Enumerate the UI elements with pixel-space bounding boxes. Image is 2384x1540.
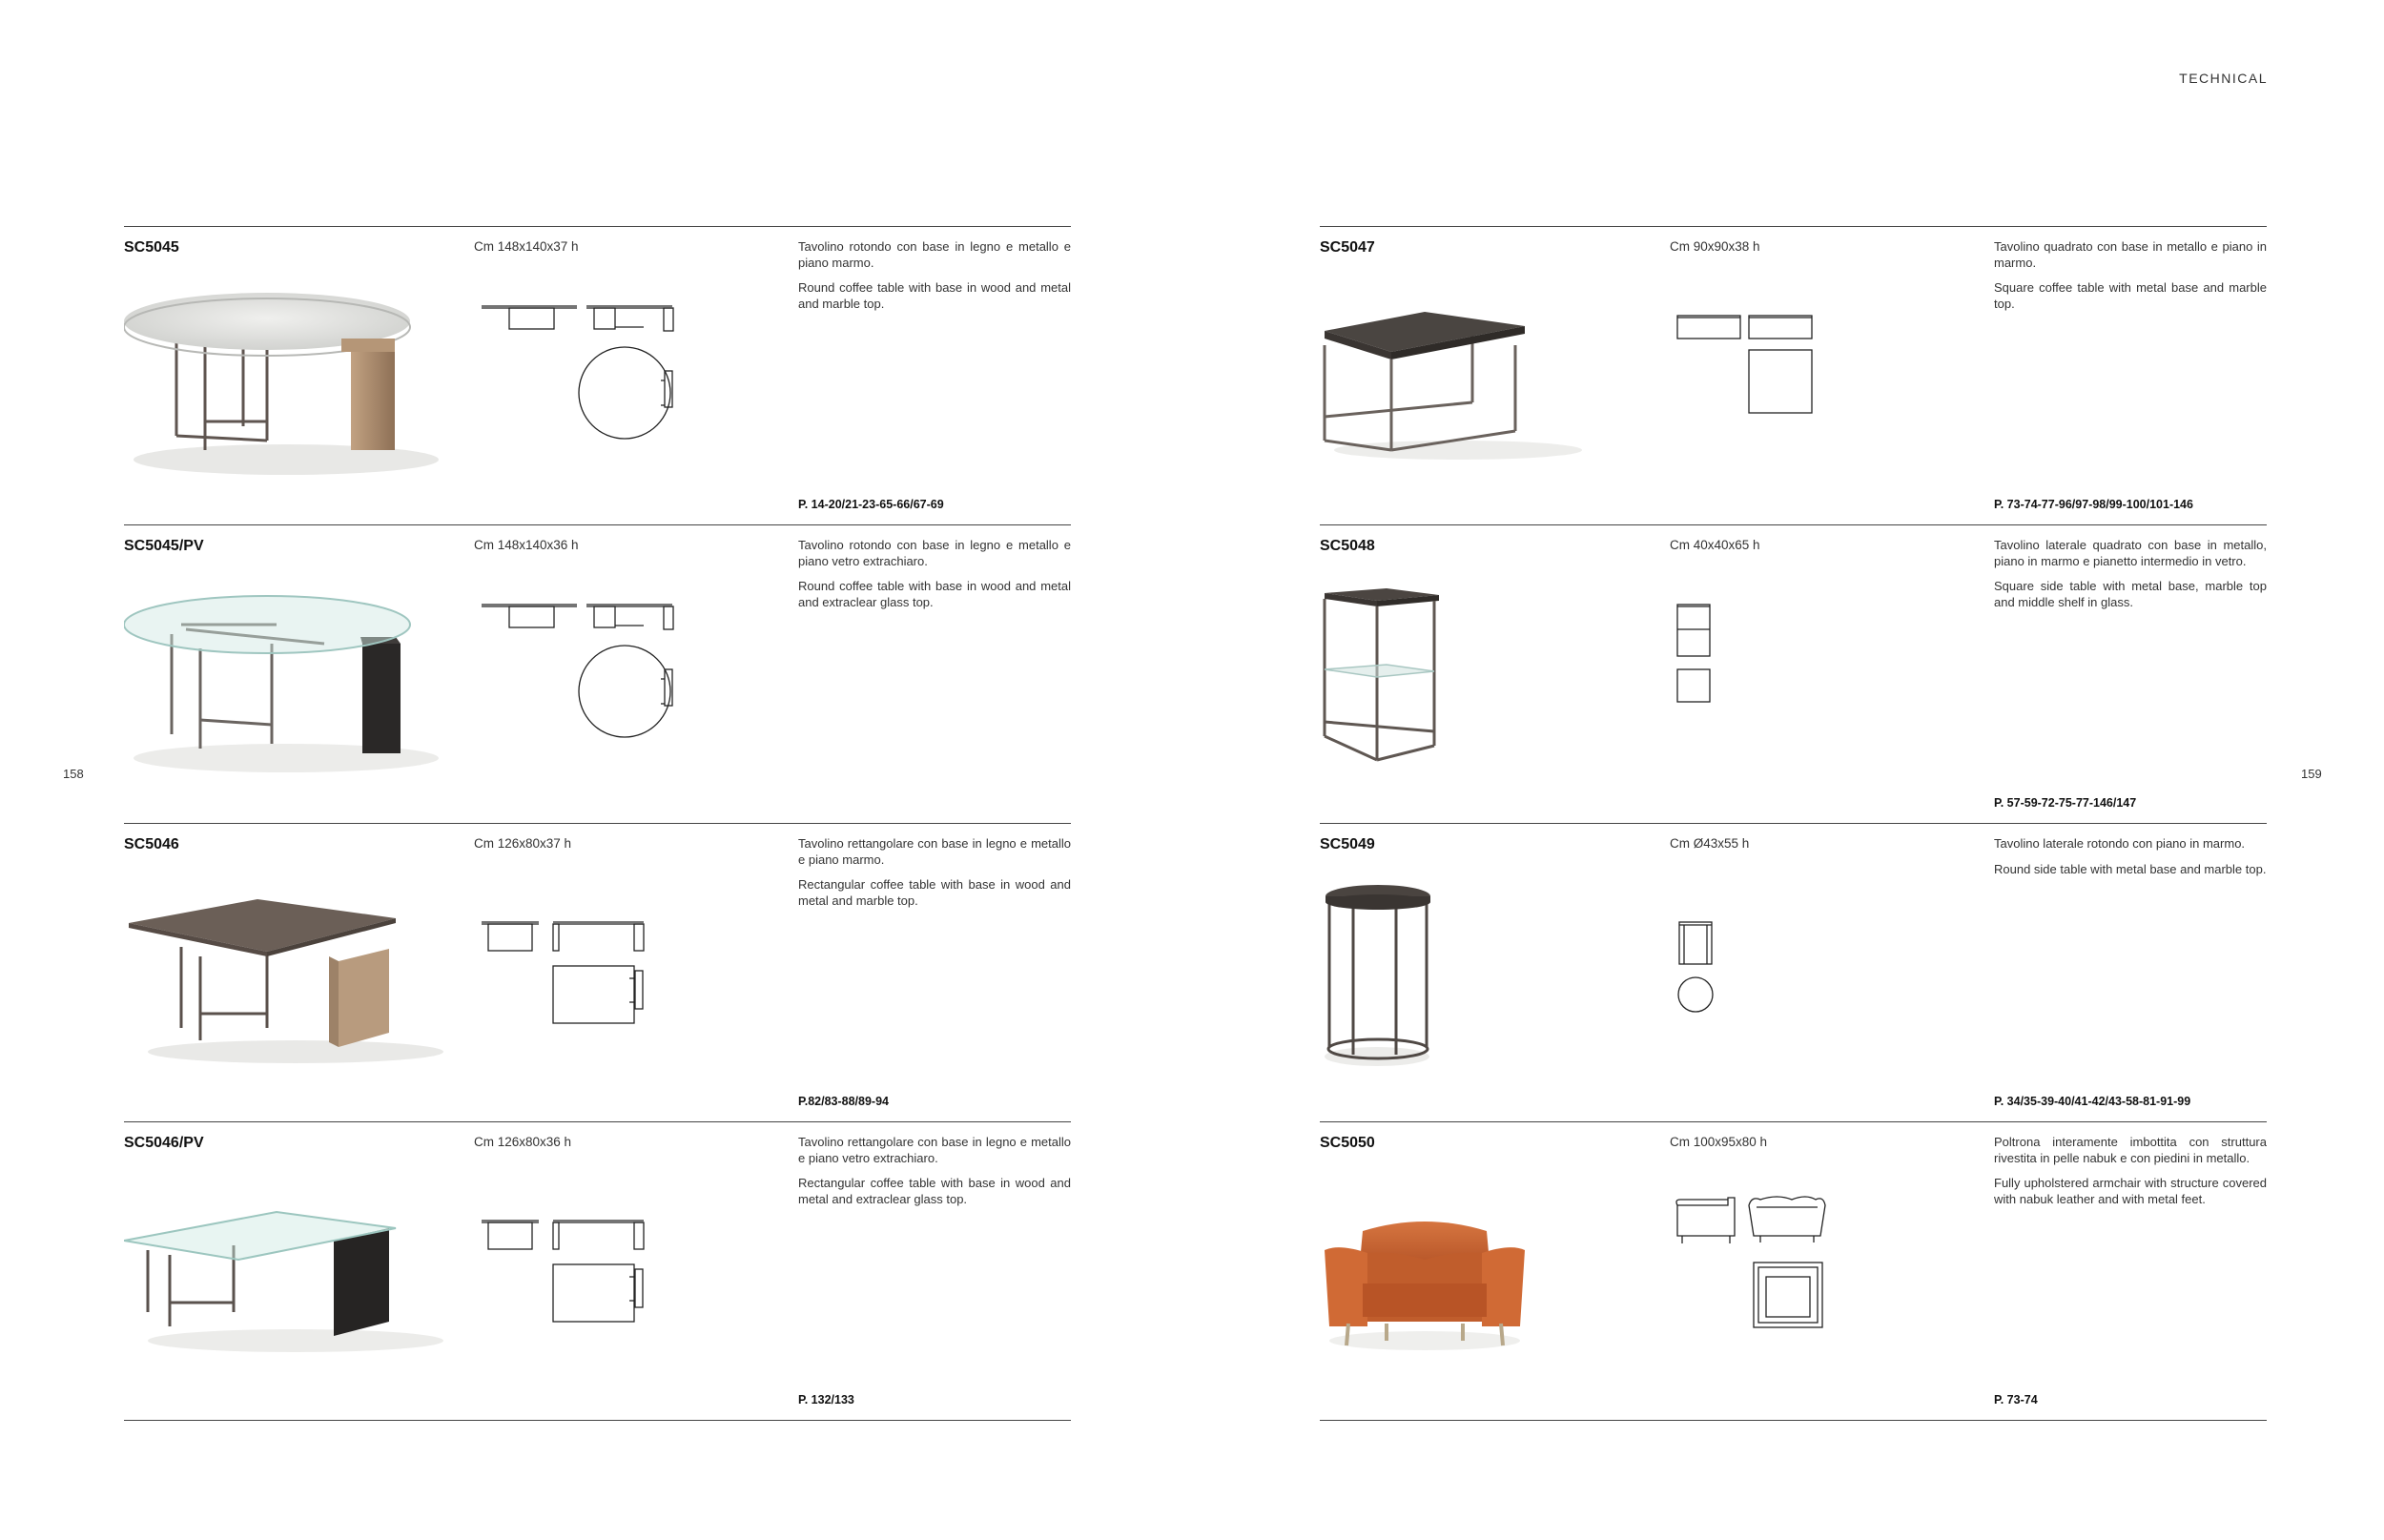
product-code: SC5046 (124, 836, 179, 852)
product-code: SC5050 (1320, 1135, 1375, 1151)
product-photo-square-coffee-table (1320, 264, 1596, 493)
description-italian: Tavolino laterale rotondo con piano in marmo. (1994, 836, 2246, 851)
product-photo-round-glass-table (124, 563, 448, 791)
description-english: Rectangular coffee table with base in wood and metal and extraclear glass top. (798, 1176, 1071, 1206)
product-description (1994, 1135, 2267, 1217)
product-photo-round-coffee-table (124, 264, 448, 493)
technical-drawing-rectangular-table (477, 918, 706, 1042)
page-number-right: 159 (2301, 767, 2322, 781)
product-dimensions: Cm 126x80x36 h (474, 1135, 572, 1149)
divider (124, 1420, 1071, 1421)
technical-drawing-square-side-table (1673, 601, 1901, 744)
product-entry (1320, 226, 2267, 524)
product-photo-armchair (1320, 1207, 1539, 1360)
product-entry (1320, 1121, 2267, 1420)
divider (1320, 1420, 2267, 1421)
page-reference: P. 132/133 (798, 1393, 854, 1407)
description-english: Square coffee table with metal base and marble top. (1994, 280, 2267, 311)
technical-drawing-round-glass-table (477, 601, 706, 744)
product-description (798, 538, 1071, 620)
product-entry (1320, 823, 2267, 1121)
product-description (798, 836, 1071, 918)
product-dimensions: Cm 126x80x37 h (474, 836, 572, 851)
product-dimensions: Cm 148x140x36 h (474, 538, 579, 552)
page-reference: P. 73-74 (1994, 1393, 2038, 1407)
technical-drawing-round-side-table (1673, 918, 1901, 1042)
description-english: Square side table with metal base, marble top and middle shelf in glass. (1994, 579, 2267, 609)
product-description (798, 1135, 1071, 1217)
product-entry (124, 1121, 1071, 1420)
page-reference: P.82/83-88/89-94 (798, 1095, 889, 1108)
product-photo-square-side-table (1320, 584, 1472, 779)
page-reference: P. 73-74-77-96/97-98/99-100/101-146 (1994, 498, 2193, 511)
product-entry (124, 226, 1071, 524)
technical-drawing-armchair (1673, 1188, 1901, 1341)
description-english: Fully upholstered armchair with structure covered with nabuk leather and with metal feet. (1994, 1176, 2267, 1206)
product-dimensions: Cm Ø43x55 h (1670, 836, 1750, 851)
product-entry (124, 524, 1071, 823)
product-description (1994, 836, 2267, 887)
technical-drawing-rectangular-glass-table (477, 1217, 706, 1341)
product-code: SC5047 (1320, 239, 1375, 256)
section-tag: TECHNICAL (2179, 71, 2268, 86)
description-italian: Tavolino quadrato con base in metallo e piano in marmo. (1994, 239, 2267, 270)
page-reference: P. 34/35-39-40/41-42/43-58-81-91-99 (1994, 1095, 2191, 1108)
product-code: SC5048 (1320, 538, 1375, 554)
product-entry (1320, 524, 2267, 823)
description-italian: Poltrona interamente imbottita con struttura rivestita in pelle nabuk e con piedini in metallo. (1994, 1135, 2267, 1165)
product-description (798, 239, 1071, 321)
technical-drawing-square-table (1673, 312, 1901, 436)
description-italian: Tavolino rettangolare con base in legno e metallo e piano marmo. (798, 836, 1071, 867)
product-dimensions: Cm 90x90x38 h (1670, 239, 1760, 254)
product-dimensions: Cm 148x140x37 h (474, 239, 579, 254)
page-number-left: 158 (63, 767, 84, 781)
product-code: SC5049 (1320, 836, 1375, 852)
page-reference: P. 14-20/21-23-65-66/67-69 (798, 498, 944, 511)
technical-drawing-round-table (477, 302, 706, 445)
description-italian: Tavolino rotondo con base in legno e metallo e piano marmo. (798, 239, 1071, 270)
description-italian: Tavolino laterale quadrato con base in metallo, piano in marmo e pianetto intermedio in vetro. (1994, 538, 2267, 568)
product-code: SC5046/PV (124, 1135, 204, 1151)
description-italian: Tavolino rettangolare con base in legno e metallo e piano vetro extrachiaro. (798, 1135, 1071, 1165)
product-photo-rectangular-coffee-table (124, 861, 448, 1090)
product-dimensions: Cm 100x95x80 h (1670, 1135, 1768, 1149)
description-english: Round coffee table with base in wood and metal and marble top. (798, 280, 1071, 311)
description-english: Round coffee table with base in wood and metal and extraclear glass top. (798, 579, 1071, 609)
description-english: Rectangular coffee table with base in wood and metal and marble top. (798, 877, 1071, 908)
product-description (1994, 538, 2267, 620)
product-code: SC5045/PV (124, 538, 204, 554)
product-code: SC5045 (124, 239, 179, 256)
product-description (1994, 239, 2267, 321)
product-photo-round-side-table (1320, 885, 1482, 1076)
product-photo-rectangular-glass-table (124, 1160, 448, 1388)
description-english: Round side table with metal base and marble top. (1994, 861, 2267, 876)
description-italian: Tavolino rotondo con base in legno e metallo e piano vetro extrachiaro. (798, 538, 1071, 568)
product-dimensions: Cm 40x40x65 h (1670, 538, 1760, 552)
page-reference: P. 57-59-72-75-77-146/147 (1994, 796, 2137, 810)
product-entry (124, 823, 1071, 1121)
